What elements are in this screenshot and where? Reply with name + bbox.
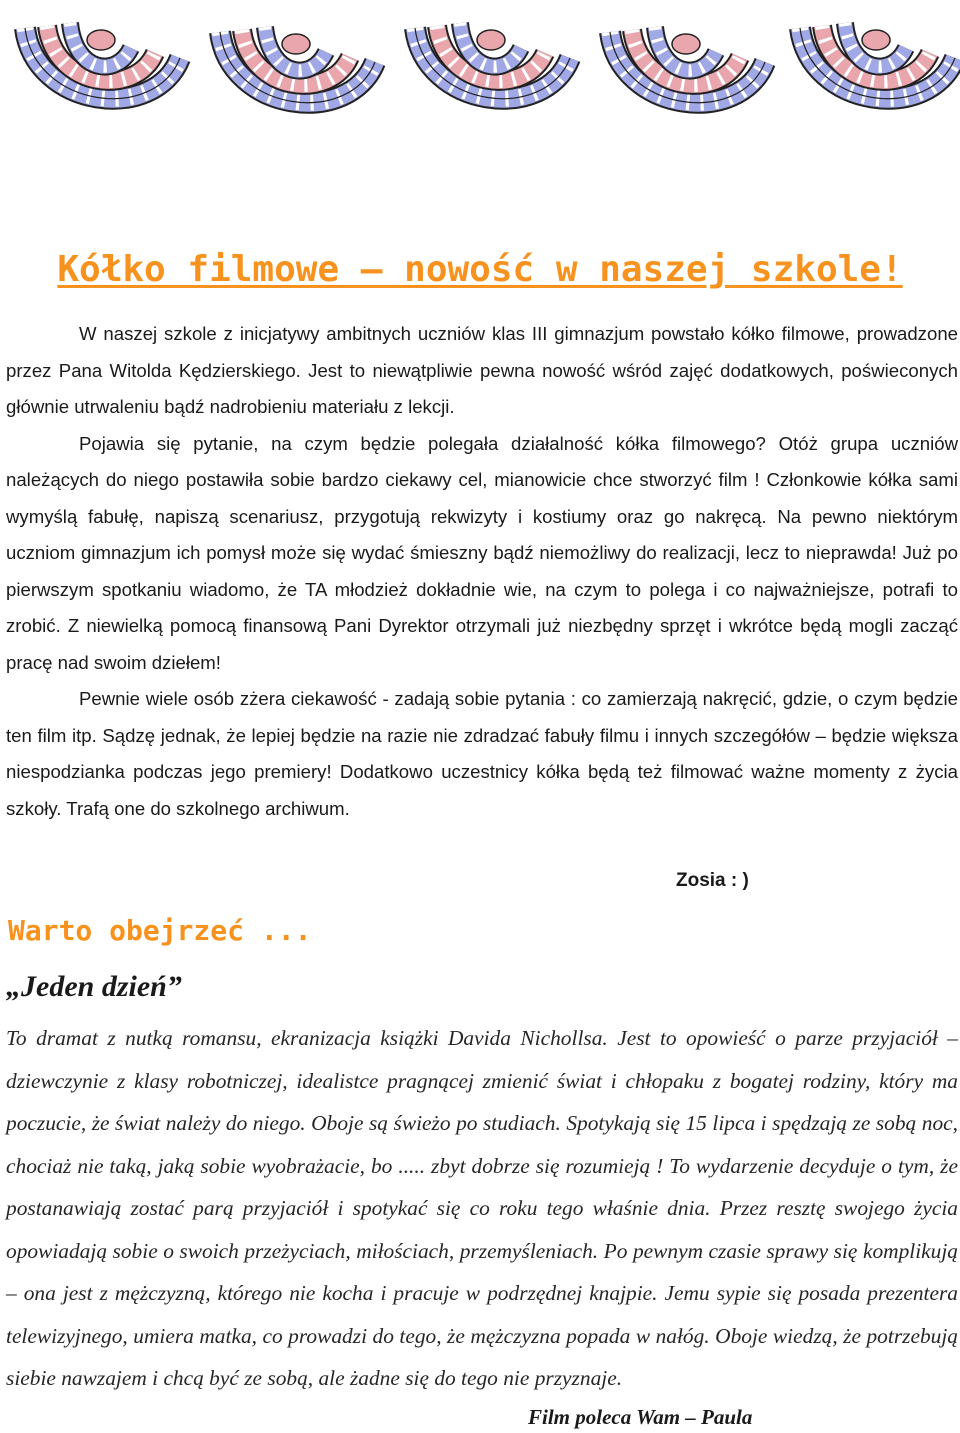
- movie-review: To dramat z nutką romansu, ekranizacja książki Davida Nichollsa. Jest to opowieść o parze przyjaciół – dziewczynie z klasy robotniczej, idealistce pragnącej zmienić świat i chłopaku z bogatej rodziny, który ma poczucie, że świat należy do niego. Oboje są świeżo po studiach. Spotykają się 15 lipca i spędzają ze sobą noc, chociaż nie taką, jaką sobie wyobrażacie, bo ..... zbyt dobrze się rozumieją ! To wydarzenie decyduje o tym, że postanawiają zostać parą przyjaciół i spotykać się co roku tego właśnie dnia. Przez resztę swojego życia opowiadają sobie o swoich przeżyciach, miłościach, przemyśleniach. Po pewnym czasie sprawy się komplikują – ona jest z mężczyzną, którego nie kocha i pracuje w podrzędnej knajpie. Jemu sypie się posada prezentera telewizyjnego, umiera matka, co prowadzi do tego, że mężczyzna popada w nałóg. Oboje wiedzą, że potrzebują siebie nawzajem i chcą być ze sobą, ale żadne się do tego nie przyznaje.: [6, 1026, 958, 1390]
- article-paragraph: W naszej szkole z inicjatywy ambitnych uczniów klas III gimnazjum powstało kółko filmowe, prowadzone przez Pana Witolda Kędzierskiego. Jest to niewątpliwie pewna nowość wśród zajęć dodatkowych, poświeconych głównie utrwaleniu bądź nadrobieniu materiału z lekcji.: [6, 323, 958, 417]
- review-signature: Film poleca Wam – Paula: [528, 1405, 753, 1429]
- article-title: Kółko filmowe – nowość w naszej szkole!: [57, 249, 903, 290]
- article-paragraph: Pojawia się pytanie, na czym będzie polegała działalność kółka filmowego? Otóż grupa uczniów należących do niego postawiła sobie bardzo ciekawy cel, mianowicie chce stworzyć film ! Członkowie kółka sami wymyślą fabułę, napiszą scenariusz, przygotują rekwizyty i kostiumy oraz go nakręcą. Na pewno niektórym uczniom gimnazjum ich pomysł może się wydać śmieszny bądź niemożliwy do realizacji, lecz to nieprawda! Już po pierwszym spotkaniu wiadomo, że TA młodzież dokładnie wie, na czym to polega i co najważniejsze, potrafi to zrobić. Z niewielką pomocą finansową Pani Dyrektor otrzymali już niezbędny sprzęt i wkrótce będą mogli zacząć pracę nad swoim dziełem!: [6, 432, 958, 673]
- section-heading: Warto obejrzeć ...: [8, 914, 312, 947]
- article-paragraph: Pewnie wiele osób zżera ciekawość - zadają sobie pytania : co zamierzają nakręcić, gdzie, o czym będzie ten film itp. Sądzę jednak, że lepiej będzie na razie nie zdradzać fabuły filmu i innych szczegółów – będzie większa niespodzianka podczas jego premiery! Dodatkowo uczestnicy kółka będą też filmować ważne momenty z życia szkoły. Trafą one do szkolnego archiwum.: [6, 688, 958, 819]
- film-reel-banner: [0, 0, 960, 140]
- article-signature: Zosia : ): [676, 870, 749, 891]
- movie-title: „Jeden dzień”: [6, 970, 182, 1003]
- article-body: [6, 316, 958, 827]
